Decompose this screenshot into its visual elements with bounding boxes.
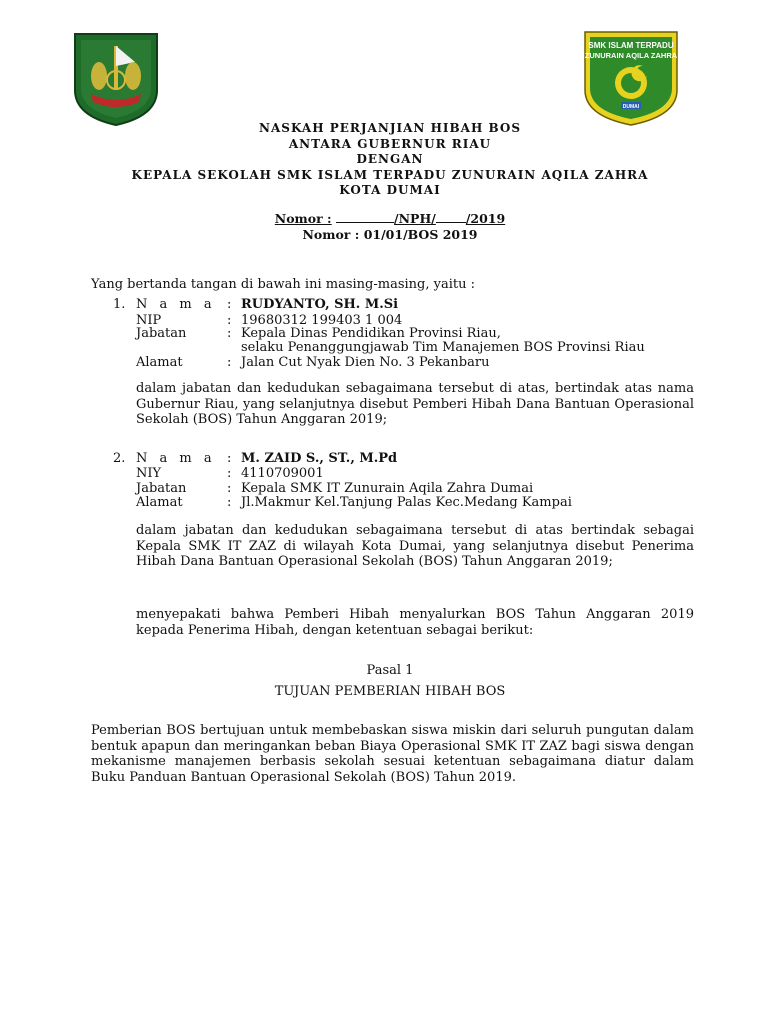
party2-name-value: M. ZAID S., ST., M.Pd <box>241 451 398 466</box>
party2-alamat-value: Jl.Makmur Kel.Tanjung Palas Kec.Medang Kampai <box>241 495 572 510</box>
pasal-title: Pasal 1 <box>366 663 414 678</box>
party1-description: dalam jabatan dan kedudukan sebagaimana tersebut di atas, bertindak atas nama Gubernur Riau, yang selanjutnya disebut Pemberi Hibah Dana Bantuan Operasional Sekolah (BOS) Tahun Anggaran 2019; <box>136 381 694 427</box>
party2-jabatan-value: Kepala SMK IT Zunurain Aqila Zahra Dumai <box>241 481 534 496</box>
party2-alamat-row <box>113 495 713 511</box>
heading-line-2: ANTARA GUBERNUR RIAU <box>288 136 492 151</box>
nomor-mid: /NPH/ <box>394 211 436 226</box>
party1-alamat-label: Alamat <box>136 355 183 370</box>
party1-jabatan-cont-row <box>113 340 713 356</box>
heading-line-3: DENGAN <box>356 152 424 166</box>
party1-alamat-row <box>113 355 713 371</box>
party1-number: 1. <box>113 297 126 312</box>
school-emblem-mid-text: ZUNURAIN AQILA ZAHRA <box>584 51 678 60</box>
party1-name-value: RUDYANTO, SH. M.Si <box>241 297 399 312</box>
party1-alamat-colon: : <box>227 355 232 370</box>
party1-name-row <box>113 297 713 313</box>
party2-niy-colon: : <box>227 466 232 481</box>
riau-province-emblem <box>73 32 159 127</box>
document-heading <box>100 121 680 199</box>
pasal-subtitle: TUJUAN PEMBERIAN HIBAH BOS <box>274 684 506 699</box>
nomor-label: Nomor : <box>274 211 332 226</box>
nomor-end: /2019 <box>465 211 506 226</box>
party2-alamat-label: Alamat <box>136 495 183 510</box>
party2-niy-value: 4110709001 <box>241 466 324 481</box>
party1-name-label: N a m a <box>136 297 216 312</box>
heading-line-5: KOTA DUMAI <box>339 183 441 197</box>
heading-line-1: NASKAH PERJANJIAN HIBAH BOS <box>259 121 521 135</box>
party1-jabatan-colon: : <box>227 326 232 341</box>
party1-nip-colon: : <box>227 313 232 328</box>
party2-number: 2. <box>113 451 126 466</box>
party2-name-colon: : <box>227 451 232 466</box>
school-emblem-top-text: SMK ISLAM TERPADU <box>588 41 674 50</box>
nomor-blank-1 <box>336 211 394 223</box>
party2-jabatan-colon: : <box>227 481 232 496</box>
party2-name-row <box>113 451 713 467</box>
party1-jabatan-continuation: selaku Penanggungjawab Tim Manajemen BOS Provinsi Riau <box>241 340 645 355</box>
party1-jabatan-label: Jabatan <box>136 326 187 341</box>
intro-text: Yang bertanda tangan di bawah ini masing-masing, yaitu : <box>91 277 475 292</box>
party2-niy-label: NIY <box>136 466 162 481</box>
party2-niy-row <box>113 466 713 482</box>
heading-line-4: KEPALA SEKOLAH SMK ISLAM TERPADU ZUNURAIN AQILA ZAHRA <box>131 167 649 182</box>
nomor-line-1 <box>100 211 680 227</box>
party1-nip-label: NIP <box>136 313 162 328</box>
party1-jabatan-value: Kepala Dinas Pendidikan Provinsi Riau, <box>241 326 501 341</box>
school-emblem-bottom-text: DUMAI <box>622 104 640 110</box>
party1-name-colon: : <box>227 297 232 312</box>
party1-alamat-value: Jalan Cut Nyak Dien No. 3 Pekanbaru <box>241 355 490 370</box>
party2-alamat-colon: : <box>227 495 232 510</box>
party2-name-label: N a m a <box>136 451 216 466</box>
party2-description: dalam jabatan dan kedudukan sebagaimana tersebut di atas bertindak sebagai Kepala SMK IT ZAZ di wilayah Kota Dumai, yang selanjutnya disebut Penerima Hibah Dana Bantuan Operasional Sekolah (BOS) Tahun Anggaran 2019; <box>136 523 694 569</box>
school-emblem <box>581 28 681 128</box>
party1-nip-value: 19680312 199403 1 004 <box>241 313 403 328</box>
nomor-line-2: Nomor : 01/01/BOS 2019 <box>302 227 478 242</box>
nomor-blank-2 <box>436 211 466 223</box>
agreement-text: menyepakati bahwa Pemberi Hibah menyalurkan BOS Tahun Anggaran 2019 kepada Penerima Hibah, dengan ketentuan sebagai berikut: <box>136 607 694 638</box>
party2-jabatan-label: Jabatan <box>136 481 187 496</box>
document-number <box>100 211 680 243</box>
pasal-body: Pemberian BOS bertujuan untuk membebaskan siswa miskin dari seluruh pungutan dalam bentuk apapun dan meringankan beban Biaya Operasional SMK IT ZAZ bagi siswa dengan mekanisme manajemen berbasis sekolah sesuai ketentuan sebagaimana diatur dalam Buku Panduan Bantuan Operasional Sekolah (BOS) Tahun 2019. <box>91 723 694 785</box>
